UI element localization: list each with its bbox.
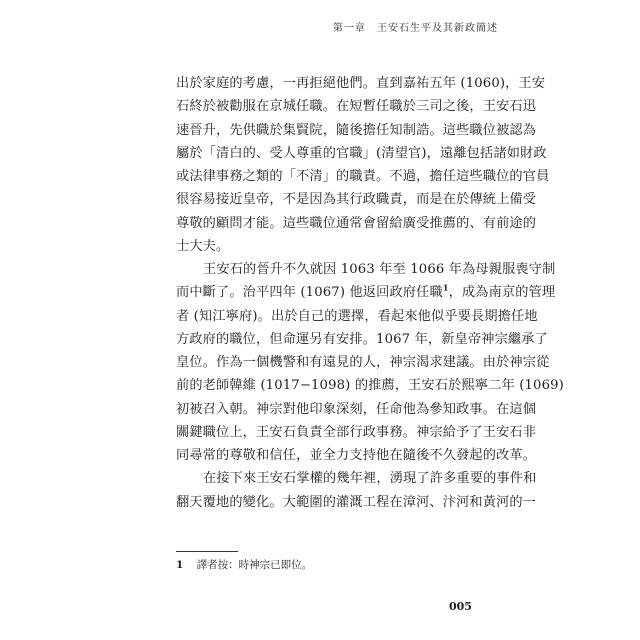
footnote-text: 譯者按：時神宗已即位。: [196, 559, 313, 571]
body-line-with-footnote: [176, 281, 556, 304]
page-number: 005: [449, 600, 472, 613]
footnote-divider: [176, 551, 238, 552]
running-head: [326, 19, 498, 34]
body-line-part: ，成為南京的管理: [448, 285, 556, 301]
body-line: 初被召入朝。神宗對他印象深刻，任命他為參知政事。在這個: [176, 401, 537, 417]
paragraph-start-line: 王安石的晉升不久就因 1063 年至 1066 年為母親服喪守制: [203, 262, 556, 277]
body-line: 屬於「清白的、受人尊重的官職」(清望官)，遠離包括諸如財政: [176, 145, 547, 161]
body-line: 翻天覆地的變化。大範圍的灌溉工程在漳河、汴河和黃河的一: [176, 494, 537, 510]
body-line: 關鍵職位上，王安石負責全部行政事務。神宗給予了王安石非: [176, 424, 537, 440]
body-line: 尊敬的顧問才能。這些職位通常會留給廣受推薦的、有前途的: [176, 215, 537, 231]
paragraph-start-line: 在接下來王安石掌權的幾年裡，湧現了許多重要的事件和: [203, 471, 537, 487]
body-line-part: 而中斷了。治平四年 (1067) 他返回政府任職: [176, 285, 443, 301]
footnote: [176, 557, 312, 572]
body-text: [176, 72, 564, 514]
body-line: 士大夫。: [176, 238, 230, 254]
chapter-title: 王安石生平及其新政簡述: [377, 23, 498, 34]
body-line: 皇位。作為一個機警和有遠見的人，神宗渴求建議。由於神宗從: [176, 355, 550, 370]
body-line: 出於家庭的考慮，一再拒絕他們。直到嘉祐五年 (1060)，王安: [176, 76, 546, 91]
footnote-number: 1: [176, 559, 184, 571]
body-line: 石終於被勸服在京城任職。在短暫任職於三司之後，王安石迅: [176, 99, 537, 115]
body-line: 者 (知江寧府)。出於自己的選擇，看起來他似乎要長期擔任地: [176, 308, 538, 324]
body-line: 速晉升，先供職於集賢院，隨後擔任知制誥。這些職位被認為: [176, 122, 537, 138]
footnote-reference[interactable]: 1: [442, 282, 449, 293]
body-line: 同尋常的尊敬和信任，並全力支持他在隨後不久發起的改革。: [176, 448, 537, 463]
body-line: 方政府的職位，但命運另有安排。1067 年，新皇帝神宗繼承了: [176, 331, 548, 347]
body-line: 前的老師韓維 (1017−1098) 的推薦，王安石於熙寧二年 (1069): [176, 378, 564, 394]
body-line: 很容易接近皇帝，不是因為其行政職責，而是在於傳統上備受: [176, 192, 537, 208]
body-line: 或法律事務之類的「不清」的職責。不過，擔任這些職位的官員: [176, 169, 550, 184]
chapter-label: 第一章: [332, 23, 366, 34]
